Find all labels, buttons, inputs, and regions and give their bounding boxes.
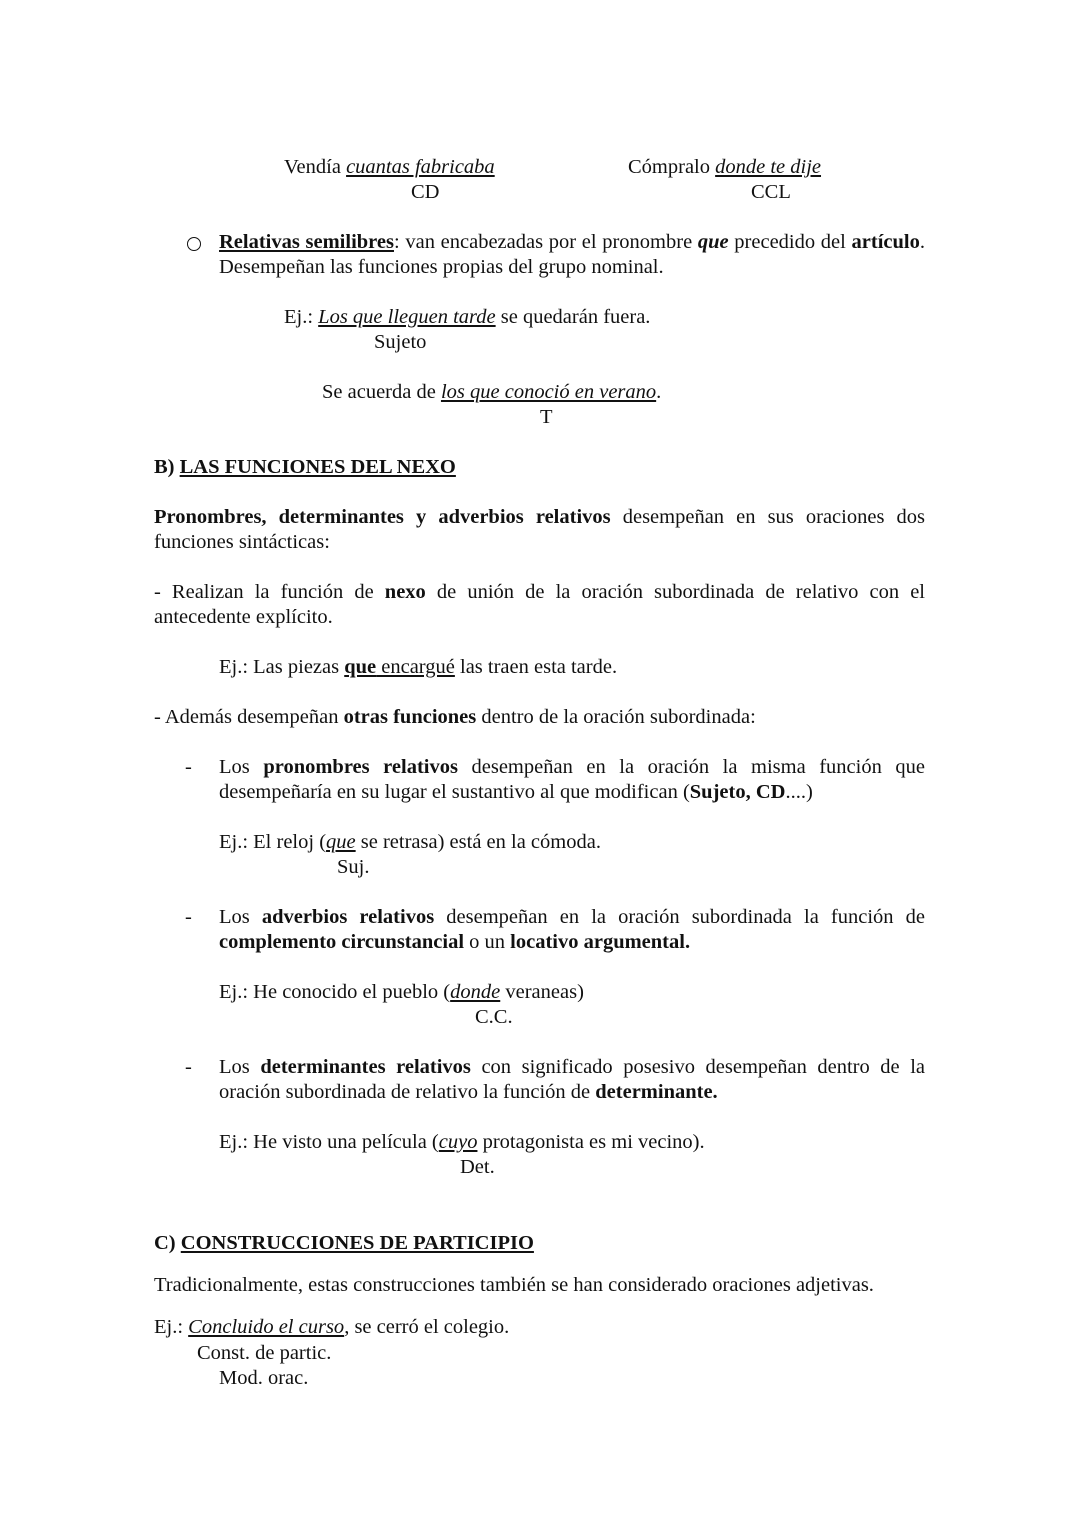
- example-line: Ej.: El reloj (que se retrasa) está en la cómoda.: [219, 831, 601, 853]
- example-line: Ej.: Los que lleguen tarde se quedarán fuera.: [284, 306, 651, 328]
- paragraph-construcciones: Tradicionalmente, estas construcciones también se han considerado oraciones adjetivas.: [154, 1274, 874, 1296]
- underlined-clause: cuantas fabricaba: [346, 156, 495, 178]
- example-line: Ej.: Concluido el curso, se cerró el colegio.: [154, 1316, 510, 1338]
- section-heading-b: B) LAS FUNCIONES DEL NEXO: [154, 456, 456, 478]
- function-label: T: [540, 406, 553, 428]
- function-label: CD: [411, 181, 440, 203]
- paragraph-otras-funciones: - Además desempeñan otras funciones dentro de la oración subordinada:: [154, 706, 756, 728]
- section-heading-c: C) CONSTRUCCIONES DE PARTICIPIO: [154, 1232, 534, 1254]
- paragraph-semilibres: Relativas semilibres: van encabezadas por el pronombre que precedido del artículo. Desempeñan las funciones propias del grupo nominal.: [219, 231, 925, 278]
- example-line: Ej.: He visto una película (cuyo protagonista es mi vecino).: [219, 1131, 705, 1153]
- underlined-clause: donde te dije: [715, 156, 822, 178]
- circle-bullet-icon: [187, 237, 201, 251]
- example-line: Se acuerda de los que conoció en verano.: [322, 381, 662, 403]
- function-label: Det.: [460, 1156, 495, 1178]
- function-label: Sujeto: [374, 331, 427, 353]
- function-label: Const. de partic.: [197, 1342, 332, 1364]
- paragraph-intro: Pronombres, determinantes y adverbios relativos desempeñan en sus oraciones dos funciones sintácticas:: [154, 506, 925, 553]
- dash-bullet: -: [185, 756, 192, 778]
- underlined-clause: los que conoció en verano: [440, 381, 657, 403]
- dash-bullet: -: [185, 906, 192, 928]
- example-vendia: Vendía cuantas fabricaba: [284, 156, 495, 178]
- function-label: CCL: [751, 181, 791, 203]
- example-line: Ej.: Las piezas que encargué las traen esta tarde.: [219, 656, 618, 678]
- paragraph-pronombres: Los pronombres relativos desempeñan en la oración la misma función que desempeñaría en su lugar el sustantivo al que modifican (Sujeto, CD....): [219, 756, 925, 803]
- dash-bullet: -: [185, 1056, 192, 1078]
- example-line: Ej.: He conocido el pueblo (donde veraneas): [219, 981, 584, 1003]
- underlined-clause: Los que lleguen tarde: [318, 306, 496, 328]
- example-compralo: Cómpralo donde te dije: [628, 156, 822, 178]
- paragraph-determinantes: Los determinantes relativos con significado posesivo desempeñan dentro de la oración subordinada de relativo la función de determinante.: [219, 1056, 926, 1103]
- function-label: C.C.: [475, 1006, 513, 1028]
- function-label: Mod. orac.: [219, 1367, 309, 1389]
- function-label: Suj.: [337, 856, 370, 878]
- paragraph-adverbios: Los adverbios relativos desempeñan en la oración subordinada la función de complemento circunstancial o un locativo argumental.: [219, 906, 925, 953]
- paragraph-nexo: - Realizan la función de nexo de unión de la oración subordinada de relativo con el antecedente explícito.: [154, 581, 925, 628]
